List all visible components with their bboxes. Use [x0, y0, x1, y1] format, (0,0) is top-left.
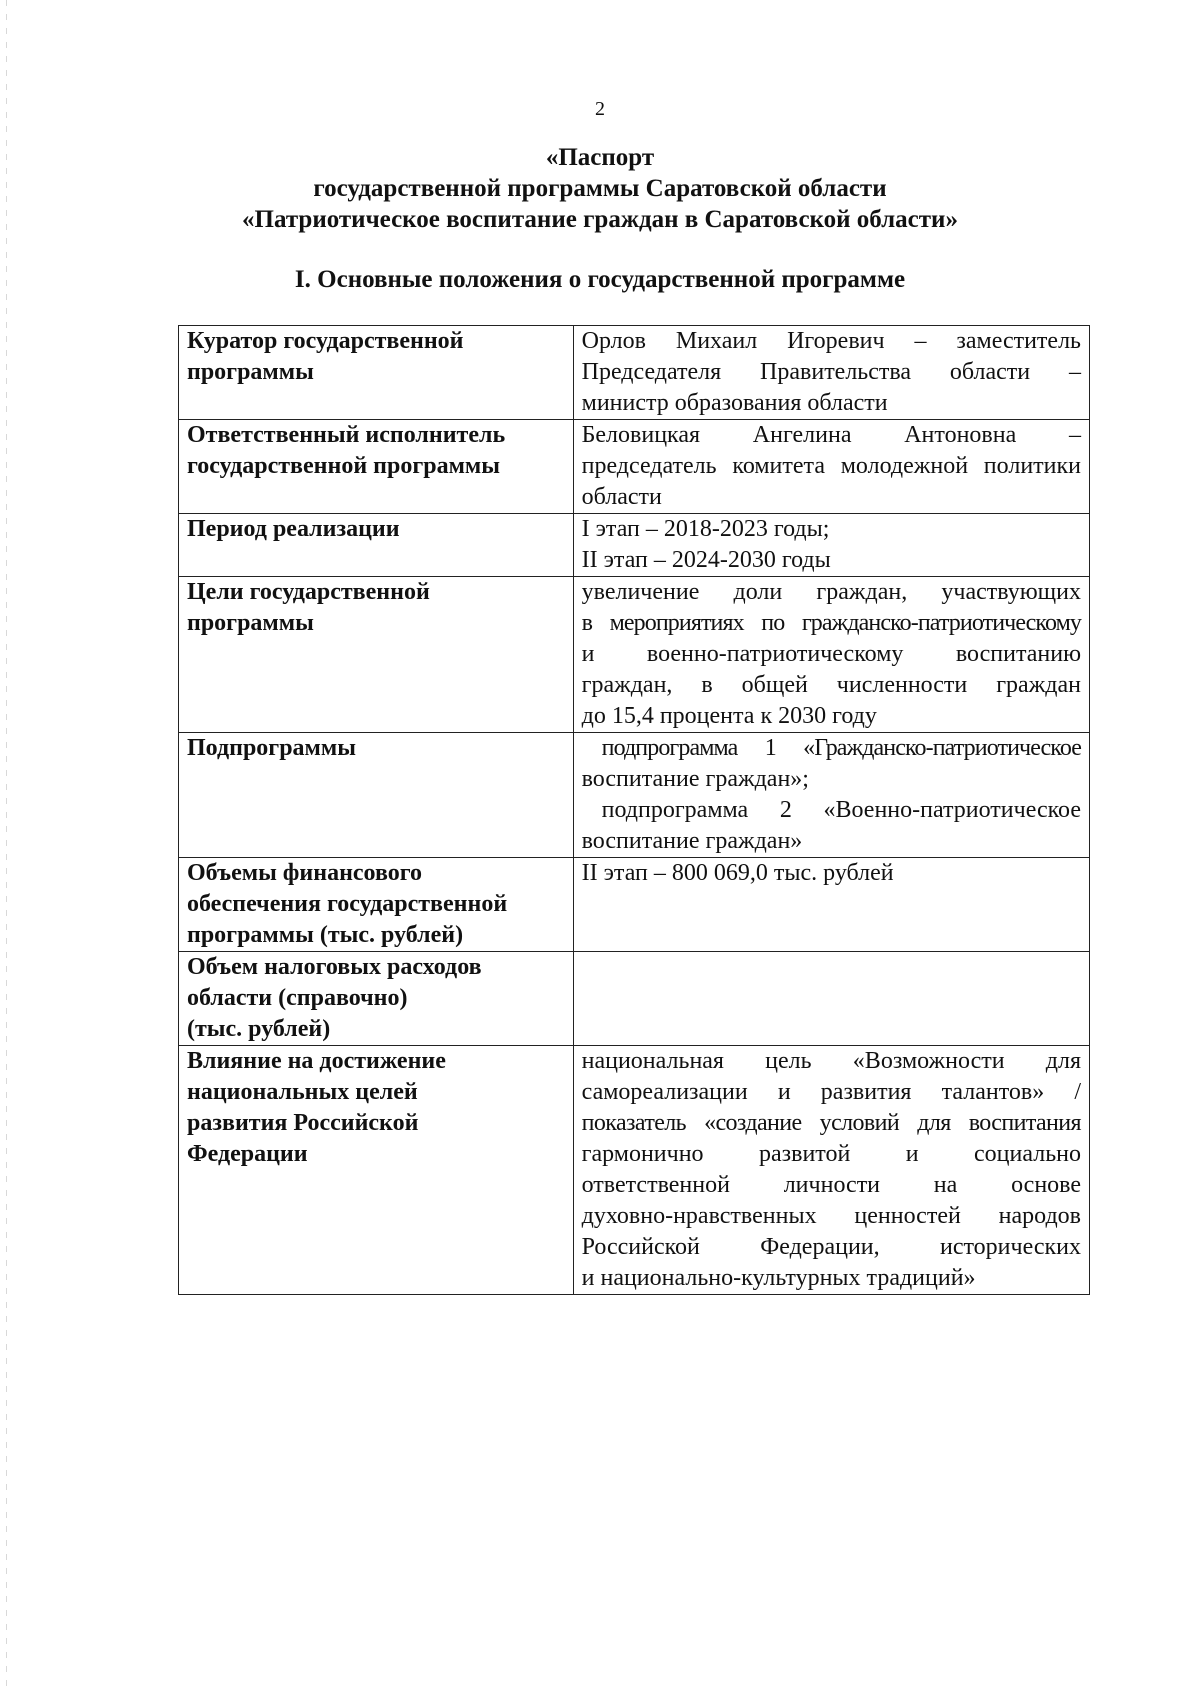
row-value: [573, 952, 1089, 1046]
value-line: показатель «создание условий для воспитания: [581, 1110, 1081, 1136]
value-line: и военно-патриотическому воспитанию: [581, 641, 1081, 667]
row-value: [573, 326, 1089, 420]
label-line: Федерации: [187, 1141, 308, 1167]
table-row: [179, 858, 1090, 952]
value-line: духовно-нравственных ценностей народов: [581, 1203, 1081, 1229]
row-label: [179, 858, 574, 952]
label-line: обеспечения государственной: [187, 891, 508, 917]
value-line: Беловицкая Ангелина Антоновна –: [581, 422, 1081, 448]
label-line: Куратор государственной: [187, 328, 464, 354]
row-label: [179, 577, 574, 733]
value-line: подпрограмма 1 «Гражданско-патриотическое: [601, 735, 1081, 761]
value-line: министр образования области: [581, 390, 888, 416]
value-line: II этап – 800 069,0 тыс. рублей: [581, 860, 894, 886]
table-row: [179, 577, 1090, 733]
value-line: национальная цель «Возможности для: [581, 1048, 1081, 1074]
label-line: Объем налоговых расходов: [187, 954, 482, 980]
section-heading: I. Основные положения о государственной программе: [294, 266, 906, 293]
label-line: Цели государственной: [187, 579, 430, 605]
value-line: гармонично развитой и социально: [581, 1141, 1081, 1167]
scan-edge-line: [6, 0, 7, 1686]
row-value: [573, 733, 1089, 858]
value-line: в мероприятиях по гражданско-патриотическому: [581, 610, 1081, 636]
value-line: до 15,4 процента к 2030 году: [581, 703, 877, 729]
title-line-2: государственной программы Саратовской области: [313, 175, 887, 202]
table-row: [179, 326, 1090, 420]
label-line: государственной программы: [187, 453, 501, 479]
label-line: программы (тыс. рублей): [187, 922, 464, 948]
document-title: [100, 142, 1100, 235]
table-row: [179, 952, 1090, 1046]
row-label: [179, 952, 574, 1046]
row-value: [573, 858, 1089, 952]
value-line: воспитание граждан»: [581, 828, 803, 854]
table-row: [179, 514, 1090, 577]
value-line: граждан, в общей численности граждан: [581, 672, 1081, 698]
row-value: [573, 1046, 1089, 1295]
value-line: и национально-культурных традиций»: [581, 1265, 976, 1291]
row-label: [179, 1046, 574, 1295]
value-line: самореализации и развития талантов» /: [581, 1079, 1081, 1105]
value-line: области: [581, 484, 662, 510]
row-value: [573, 577, 1089, 733]
label-line: Подпрограммы: [187, 735, 356, 761]
table-row: [179, 420, 1090, 514]
row-label: [179, 733, 574, 858]
page-number: 2: [595, 98, 605, 120]
label-line: Ответственный исполнитель: [187, 422, 506, 448]
label-line: области (справочно): [187, 985, 408, 1011]
label-line: программы: [187, 359, 314, 385]
label-line: Влияние на достижение: [187, 1048, 446, 1074]
table-row: [179, 1046, 1090, 1295]
value-line: I этап – 2018-2023 годы;: [581, 516, 830, 542]
value-line: II этап – 2024-2030 годы: [581, 547, 831, 573]
value-line: Российской Федерации, исторических: [581, 1234, 1081, 1260]
label-line: программы: [187, 610, 314, 636]
row-label: [179, 514, 574, 577]
row-value: [573, 514, 1089, 577]
value-line: подпрограмма 2 «Военно-патриотическое: [601, 797, 1081, 823]
label-line: развития Российской: [187, 1110, 419, 1136]
passport-table: [178, 325, 1090, 1295]
label-line: национальных целей: [187, 1079, 418, 1105]
value-line: воспитание граждан»;: [581, 766, 809, 792]
row-label: [179, 420, 574, 514]
value-line: увеличение доли граждан, участвующих: [581, 579, 1081, 605]
row-value: [573, 420, 1089, 514]
table-row: [179, 733, 1090, 858]
value-line: ответственной личности на основе: [581, 1172, 1081, 1198]
label-line: Период реализации: [187, 516, 400, 542]
row-label: [179, 326, 574, 420]
value-line: председатель комитета молодежной политики: [581, 453, 1081, 479]
value-line: Орлов Михаил Игоревич – заместитель: [581, 328, 1081, 354]
label-line: Объемы финансового: [187, 860, 423, 886]
title-line-3: «Патриотическое воспитание граждан в Саратовской области»: [242, 206, 958, 233]
value-line: Председателя Правительства области –: [581, 359, 1081, 385]
title-line-1: «Паспорт: [545, 144, 655, 171]
label-line: (тыс. рублей): [187, 1016, 331, 1042]
